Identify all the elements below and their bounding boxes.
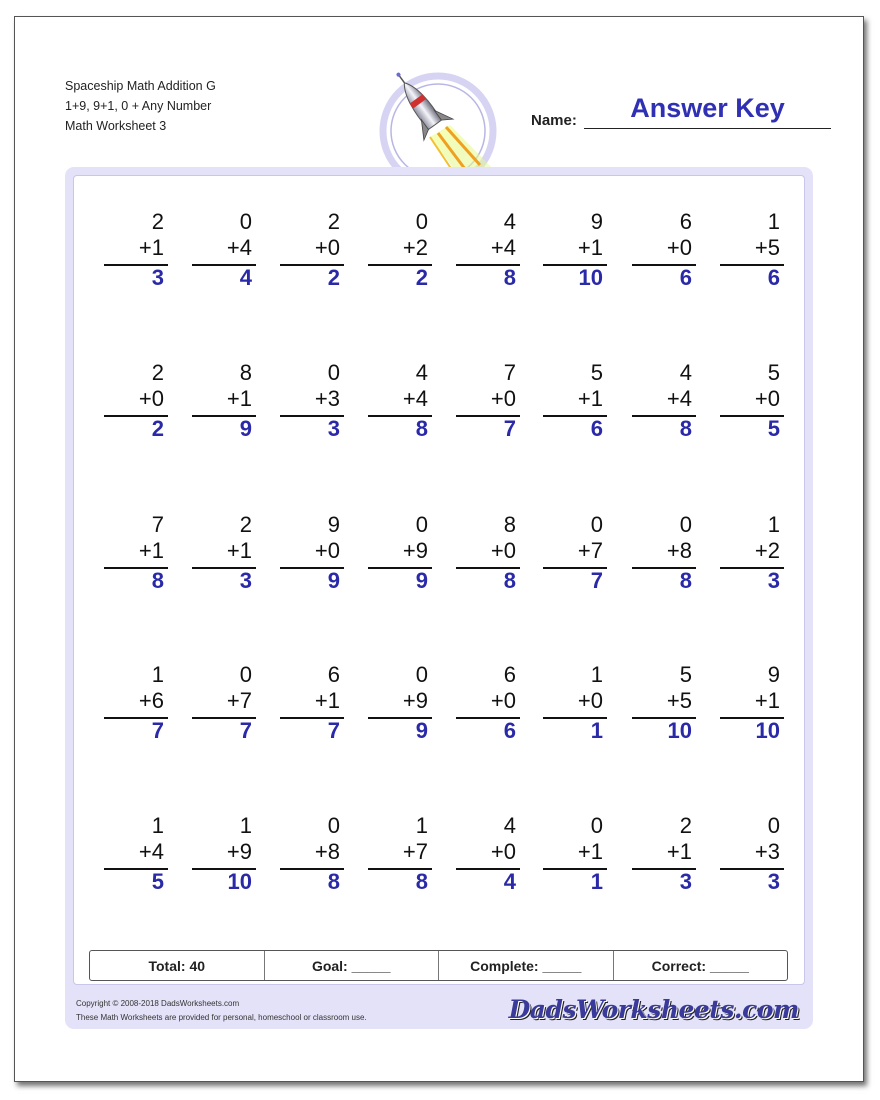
problem-r5-c3 xyxy=(280,813,344,894)
problem-r4-c3 xyxy=(280,662,344,743)
problem-r3-c1 xyxy=(104,512,168,593)
problem-addend: +1 xyxy=(754,688,780,713)
problem-r2-c3 xyxy=(280,360,344,441)
problem-addend: +1 xyxy=(138,538,164,563)
problem-answer: 4 xyxy=(239,265,252,290)
problem-addend: +0 xyxy=(490,386,516,411)
problem-answer: 2 xyxy=(327,265,340,290)
problem-r5-c6 xyxy=(543,813,607,894)
problem-answer: 3 xyxy=(767,568,780,593)
problem-r4-c2 xyxy=(192,662,256,743)
problem-addend: +0 xyxy=(577,688,603,713)
problem-r5-c4 xyxy=(368,813,432,894)
problem-answer: 8 xyxy=(151,568,164,593)
problem-grid xyxy=(73,175,805,985)
problem-r2-c6 xyxy=(543,360,607,441)
problem-top-number: 0 xyxy=(415,209,428,234)
problem-top-number: 0 xyxy=(767,813,780,838)
problem-r2-c1 xyxy=(104,360,168,441)
problem-r3-c7 xyxy=(632,512,696,593)
problem-answer: 8 xyxy=(503,265,516,290)
problem-top-number: 0 xyxy=(590,813,603,838)
problem-top-number: 1 xyxy=(239,813,252,838)
problem-answer: 5 xyxy=(767,416,780,441)
problem-top-number: 8 xyxy=(239,360,252,385)
problem-addend: +3 xyxy=(314,386,340,411)
problem-answer: 3 xyxy=(151,265,164,290)
problem-r4-c5 xyxy=(456,662,520,743)
problem-addend: +7 xyxy=(577,538,603,563)
problem-r1-c7 xyxy=(632,209,696,290)
problem-top-number: 0 xyxy=(239,662,252,687)
score-box xyxy=(89,950,788,981)
problem-top-number: 9 xyxy=(590,209,603,234)
problem-top-number: 1 xyxy=(415,813,428,838)
problem-top-number: 5 xyxy=(767,360,780,385)
problem-addend: +9 xyxy=(402,688,428,713)
problem-r1-c4 xyxy=(368,209,432,290)
problem-r3-c8 xyxy=(720,512,784,593)
problem-answer: 8 xyxy=(327,869,340,894)
problem-addend: +1 xyxy=(314,688,340,713)
problem-addend: +1 xyxy=(666,839,692,864)
problem-addend: +2 xyxy=(402,235,428,260)
name-line[interactable] xyxy=(584,128,831,129)
problem-top-number: 2 xyxy=(151,209,164,234)
problem-top-number: 6 xyxy=(327,662,340,687)
copyright-text: Copyright © 2008-2018 DadsWorksheets.com xyxy=(76,999,240,1008)
score-correct[interactable]: Correct: _____ xyxy=(651,957,749,974)
problem-top-number: 7 xyxy=(503,360,516,385)
usage-notice: These Math Worksheets are provided for personal, homeschool or classroom use. xyxy=(76,1013,367,1022)
problem-top-number: 1 xyxy=(767,209,780,234)
problem-top-number: 4 xyxy=(679,360,692,385)
problem-r5-c5 xyxy=(456,813,520,894)
problem-r1-c2 xyxy=(192,209,256,290)
problem-top-number: 1 xyxy=(590,662,603,687)
problem-answer: 1 xyxy=(590,718,603,743)
problem-top-number: 2 xyxy=(679,813,692,838)
problem-answer: 10 xyxy=(667,718,692,743)
problem-answer: 10 xyxy=(578,265,603,290)
problem-r1-c1 xyxy=(104,209,168,290)
problem-r3-c3 xyxy=(280,512,344,593)
brand-logo: DadsWorksheets.com xyxy=(508,995,799,1024)
problem-answer: 1 xyxy=(590,869,603,894)
problem-top-number: 2 xyxy=(327,209,340,234)
problem-addend: +5 xyxy=(754,235,780,260)
problem-top-number: 1 xyxy=(767,512,780,537)
problem-addend: +9 xyxy=(402,538,428,563)
problem-r4-c4 xyxy=(368,662,432,743)
problem-r1-c8 xyxy=(720,209,784,290)
problem-addend: +1 xyxy=(226,386,252,411)
problem-addend: +2 xyxy=(754,538,780,563)
problem-answer: 7 xyxy=(151,718,164,743)
score-complete[interactable]: Complete: _____ xyxy=(439,951,614,980)
problem-answer: 9 xyxy=(415,568,428,593)
problem-answer: 7 xyxy=(327,718,340,743)
problem-answer: 5 xyxy=(151,869,164,894)
problem-addend: +1 xyxy=(577,235,603,260)
problem-answer: 6 xyxy=(590,416,603,441)
problem-answer: 6 xyxy=(679,265,692,290)
problem-r5-c2 xyxy=(192,813,256,894)
problem-addend: +4 xyxy=(490,235,516,260)
problem-r3-c2 xyxy=(192,512,256,593)
problem-answer: 2 xyxy=(415,265,428,290)
problem-r3-c4 xyxy=(368,512,432,593)
problem-top-number: 5 xyxy=(679,662,692,687)
problem-answer: 3 xyxy=(767,869,780,894)
problem-r5-c7 xyxy=(632,813,696,894)
problem-addend: +0 xyxy=(314,538,340,563)
problem-addend: +6 xyxy=(138,688,164,713)
problem-addend: +4 xyxy=(138,839,164,864)
problem-answer: 8 xyxy=(415,416,428,441)
problem-top-number: 0 xyxy=(415,662,428,687)
problem-answer: 10 xyxy=(755,718,780,743)
problem-r4-c7 xyxy=(632,662,696,743)
problem-answer: 3 xyxy=(679,869,692,894)
problem-r2-c8 xyxy=(720,360,784,441)
problem-r2-c2 xyxy=(192,360,256,441)
problem-addend: +7 xyxy=(402,839,428,864)
problem-answer: 8 xyxy=(679,416,692,441)
problem-r3-c5 xyxy=(456,512,520,593)
worksheet-page xyxy=(14,16,864,1082)
name-label: Name: xyxy=(531,112,577,129)
problem-top-number: 7 xyxy=(151,512,164,537)
problem-addend: +1 xyxy=(138,235,164,260)
problem-r2-c7 xyxy=(632,360,696,441)
problem-r4-c6 xyxy=(543,662,607,743)
problem-top-number: 5 xyxy=(590,360,603,385)
problem-addend: +0 xyxy=(314,235,340,260)
problem-top-number: 4 xyxy=(415,360,428,385)
score-total: Total: 40 xyxy=(90,951,265,980)
problem-top-number: 1 xyxy=(151,662,164,687)
worksheet-number: Math Worksheet 3 xyxy=(65,119,167,133)
problem-top-number: 6 xyxy=(503,662,516,687)
problem-answer: 3 xyxy=(327,416,340,441)
problem-addend: +1 xyxy=(577,839,603,864)
problem-answer: 9 xyxy=(415,718,428,743)
problem-addend: +1 xyxy=(577,386,603,411)
worksheet-title: Spaceship Math Addition G xyxy=(65,79,216,93)
problem-addend: +5 xyxy=(666,688,692,713)
problem-answer: 9 xyxy=(239,416,252,441)
problem-r5-c8 xyxy=(720,813,784,894)
problem-addend: +0 xyxy=(666,235,692,260)
problem-top-number: 0 xyxy=(590,512,603,537)
problem-top-number: 0 xyxy=(327,360,340,385)
problem-addend: +4 xyxy=(666,386,692,411)
problem-answer: 7 xyxy=(503,416,516,441)
problem-answer: 2 xyxy=(151,416,164,441)
problem-top-number: 1 xyxy=(151,813,164,838)
problem-top-number: 2 xyxy=(151,360,164,385)
score-goal[interactable]: Goal: _____ xyxy=(265,951,440,980)
problem-top-number: 0 xyxy=(679,512,692,537)
answer-key-label: Answer Key xyxy=(630,93,785,123)
problem-top-number: 9 xyxy=(767,662,780,687)
problem-answer: 7 xyxy=(239,718,252,743)
problem-addend: +3 xyxy=(754,839,780,864)
problem-answer: 10 xyxy=(227,869,252,894)
problem-answer: 8 xyxy=(679,568,692,593)
problem-answer: 7 xyxy=(590,568,603,593)
problem-answer: 6 xyxy=(767,265,780,290)
problem-top-number: 4 xyxy=(503,813,516,838)
problem-answer: 6 xyxy=(503,718,516,743)
problem-r3-c6 xyxy=(543,512,607,593)
problem-top-number: 9 xyxy=(327,512,340,537)
problem-r1-c5 xyxy=(456,209,520,290)
problem-addend: +1 xyxy=(226,538,252,563)
problem-addend: +4 xyxy=(402,386,428,411)
problem-r2-c5 xyxy=(456,360,520,441)
problem-r4-c8 xyxy=(720,662,784,743)
problem-top-number: 4 xyxy=(503,209,516,234)
problem-top-number: 0 xyxy=(239,209,252,234)
problem-top-number: 8 xyxy=(503,512,516,537)
problem-addend: +0 xyxy=(490,538,516,563)
problem-answer: 3 xyxy=(239,568,252,593)
problem-answer: 8 xyxy=(415,869,428,894)
problem-answer: 8 xyxy=(503,568,516,593)
problem-addend: +0 xyxy=(138,386,164,411)
problem-answer: 9 xyxy=(327,568,340,593)
problem-r2-c4 xyxy=(368,360,432,441)
problem-addend: +0 xyxy=(490,839,516,864)
problem-answer: 4 xyxy=(503,869,516,894)
problem-addend: +9 xyxy=(226,839,252,864)
problem-top-number: 6 xyxy=(679,209,692,234)
problem-r5-c1 xyxy=(104,813,168,894)
problem-addend: +7 xyxy=(226,688,252,713)
problem-addend: +8 xyxy=(314,839,340,864)
problem-r4-c1 xyxy=(104,662,168,743)
problem-top-number: 0 xyxy=(415,512,428,537)
problem-addend: +8 xyxy=(666,538,692,563)
worksheet-subtitle: 1+9, 9+1, 0 + Any Number xyxy=(65,99,212,113)
problem-r1-c6 xyxy=(543,209,607,290)
problem-top-number: 2 xyxy=(239,512,252,537)
problem-frame xyxy=(65,167,813,1029)
problem-addend: +0 xyxy=(490,688,516,713)
problem-r1-c3 xyxy=(280,209,344,290)
problem-addend: +0 xyxy=(754,386,780,411)
problem-addend: +4 xyxy=(226,235,252,260)
problem-top-number: 0 xyxy=(327,813,340,838)
